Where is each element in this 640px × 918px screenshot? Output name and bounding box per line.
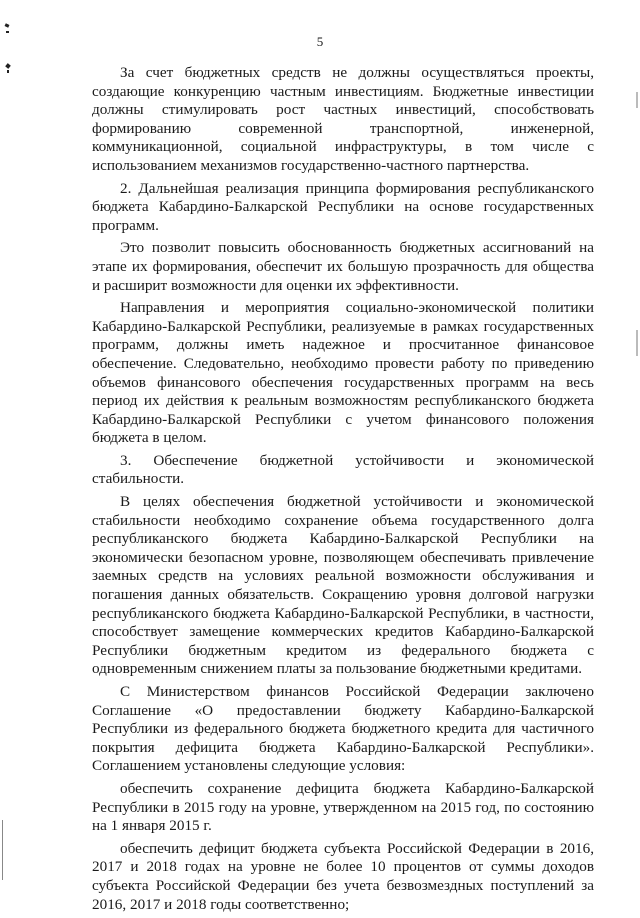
scan-edge-mark bbox=[636, 92, 638, 108]
document-body bbox=[92, 64, 594, 918]
paragraph: обеспечить дефицит бюджета субъекта Российской Федерации в 2016, 2017 и 2018 годах на уровне не более 10 процентов от суммы доходов субъекта Российской Федерации без учета безвозмездных поступлений за 2016, 2017 и 2018 годы соответственно; bbox=[92, 839, 594, 913]
scan-mark bbox=[7, 70, 9, 73]
scan-edge-line bbox=[2, 820, 3, 880]
paragraph: Направления и мероприятия социально-экономической политики Кабардино-Балкарской Республики, реализуемые в рамках государственных программ, должны иметь надежное и просчитанное финансовое обеспечение. Следовательно, необходимо провести работу по приведению объемов финансового обеспечения государственных программ на весь период их действия к реальным возможностям республиканского бюджета Кабардино-Балкарской Республики с учетом финансового положения бюджета в целом. bbox=[92, 299, 594, 447]
paragraph: 2. Дальнейшая реализация принципа формирования республиканского бюджета Кабардино-Балкарской Республики на основе государственных программ. bbox=[92, 179, 594, 234]
scan-mark bbox=[5, 63, 11, 69]
scan-edge-mark bbox=[636, 330, 638, 356]
paragraph: 3. Обеспечение бюджетной устойчивости и экономической стабильности. bbox=[92, 451, 594, 488]
paragraph: обеспечить сохранение дефицита бюджета Кабардино-Балкарской Республики в 2015 году на уровне, утвержденном на 2015 год, по состоянию на 1 января 2015 г. bbox=[92, 779, 594, 835]
scan-mark bbox=[5, 23, 10, 27]
page-number: 5 bbox=[316, 34, 324, 49]
paragraph: За счет бюджетных средств не должны осуществляться проекты, создающие конкуренцию частным инвестициям. Бюджетные инвестиции должны стимулировать рост частных инвестиций, способствовать формированию современной транспортной, инженерной, коммуникационной, социальной инфраструктуры, в том числе с использованием механизмов государственно-частного партнерства. bbox=[92, 64, 594, 174]
paragraph: Это позволит повысить обоснованность бюджетных ассигнований на этапе их формирования, обеспечит их большую прозрачность для общества и расширит возможности для оценки их эффективности. bbox=[92, 239, 594, 294]
paragraph: В целях обеспечения бюджетной устойчивости и экономической стабильности необходимо сохранение объема государственного долга республиканского бюджета Кабардино-Балкарской Республики на экономически безопасном уровне, позволяющем обеспечивать привлечение заемных средств на условиях реальной возможности обслуживания и погашения данных обязательств. Сокращению уровня долговой нагрузки республиканского бюджета Кабардино-Балкарской Республики, в частности, способствует замещение коммерческих кредитов Кабардино-Балкарской Республики бюджетным кредитом из федерального бюджета с одновременным снижением платы за пользование бюджетными кредитами. bbox=[92, 493, 594, 678]
scan-mark bbox=[6, 31, 9, 33]
paragraph: С Министерством финансов Российской Федерации заключено Соглашение «О предоставлении бюджету Кабардино-Балкарской Республики из федерального бюджета бюджетного кредита для частичного покрытия дефицита бюджета Кабардино-Балкарской Республики». Соглашением установлены следующие условия: bbox=[92, 683, 594, 775]
